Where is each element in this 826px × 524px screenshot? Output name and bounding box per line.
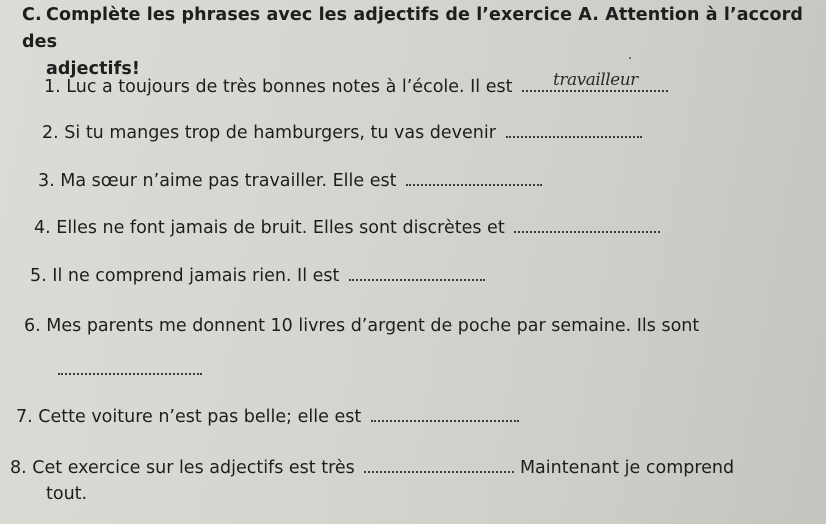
answer-blank[interactable]: [349, 267, 485, 281]
exercise-instruction-continued: adjectifs!: [46, 59, 140, 79]
item-number: 4.: [34, 218, 51, 238]
exercise-item-4: [34, 216, 660, 240]
item-number: 3.: [38, 171, 55, 191]
item-sentence: Il ne comprend jamais rien. Il est: [52, 266, 340, 286]
exercise-item-6-answer-line: [58, 358, 202, 382]
item-number: 2.: [42, 123, 59, 143]
item-number: 5.: [30, 266, 47, 286]
answer-blank[interactable]: [406, 172, 542, 186]
item-sentence: Mes parents me donnent 10 livres d’argent de poche par semaine. Ils sont: [46, 316, 700, 336]
exercise-item-2: [42, 121, 642, 145]
item-sentence: Luc a toujours de très bonnes notes à l’école. Il est: [66, 77, 513, 97]
item-number: 7.: [16, 407, 33, 427]
item-number: 1.: [44, 77, 61, 97]
ink-speck: [629, 57, 631, 59]
exercise-item-7: [16, 405, 519, 429]
item-number: 8.: [10, 458, 27, 478]
exercise-item-8: [10, 456, 734, 480]
exercise-instruction: Complète les phrases avec les adjectifs de l’exercice A. Attention à l’accord des: [22, 5, 804, 52]
answer-blank[interactable]: [364, 459, 514, 473]
handwritten-answer: travailleur: [553, 70, 638, 90]
item-sentence: Elles ne font jamais de bruit. Elles sont discrètes et: [56, 218, 505, 238]
exercise-heading: [22, 2, 812, 83]
exercise-item-3: [38, 169, 542, 193]
answer-blank[interactable]: [514, 219, 660, 233]
item-number: 6.: [24, 316, 41, 336]
item-sentence: Cette voiture n’est pas belle; elle est: [38, 407, 362, 427]
item-sentence-after: Maintenant je comprend: [519, 458, 735, 478]
answer-blank[interactable]: [58, 361, 202, 375]
answer-blank[interactable]: [506, 124, 642, 138]
heading-line-1: [22, 2, 812, 56]
exercise-item-8-continuation: tout.: [46, 484, 88, 504]
exercise-item-6: [24, 314, 699, 338]
exercise-item-5: [30, 264, 485, 288]
exercise-letter: C.: [22, 5, 42, 25]
item-sentence: Ma sœur n’aime pas travailler. Elle est: [60, 171, 397, 191]
item-sentence: Si tu manges trop de hamburgers, tu vas devenir: [64, 123, 496, 143]
item-sentence: Cet exercice sur les adjectifs est très: [32, 458, 355, 478]
answer-blank[interactable]: [371, 408, 519, 422]
